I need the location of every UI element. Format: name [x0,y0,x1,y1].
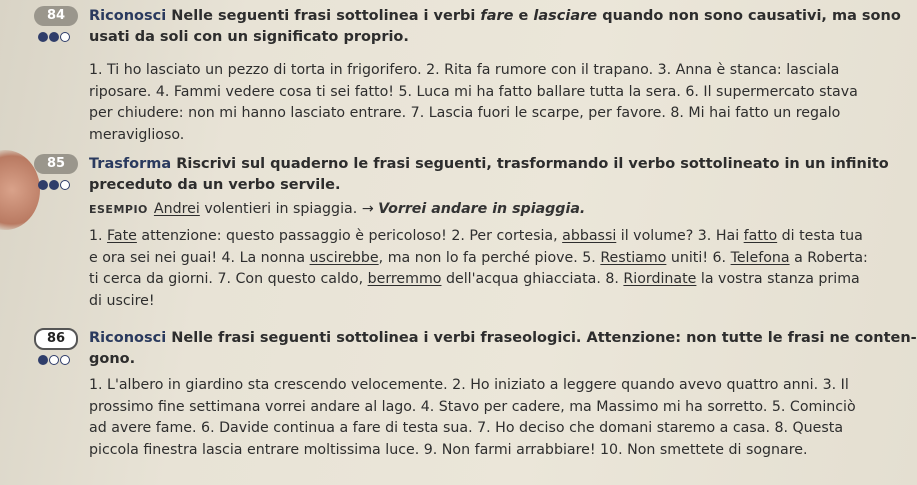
instruction-line [89,328,917,349]
underlined-verb: Riordinate [623,271,697,287]
underlined-verb: fatto [743,228,778,244]
text-segment: di testa tua [777,228,863,244]
instruction-text: e [513,8,534,24]
difficulty-dot-empty-icon [49,355,59,365]
text-line: meraviglioso. [89,126,185,143]
exercise-keyword: Riconosci [89,8,167,24]
difficulty-dot-empty-icon [60,355,70,365]
exercise-instruction [89,328,917,370]
text-segment: uniti! 6. [666,249,731,266]
instruction-text: Nelle frasi seguenti sottolinea i verbi fraseologici. Attenzione: non tutte le frasi ne conten- [166,330,917,346]
difficulty-dots [38,180,88,192]
underlined-verb: Restiamo [600,249,667,266]
exercise-keyword: Riconosci [89,330,167,346]
instruction-text: Nelle seguenti frasi sottolinea i verbi [166,8,481,24]
instruction-text: Riscrivi sul quaderno le frasi seguenti, trasformando il verbo sottolineato in un infinito [171,156,889,172]
example-answer: Vorrei andare in spiaggia. [378,201,586,217]
text-line: ad avere fame. 6. Davide continua a fare di testa sua. 7. Ho deciso che domani staremo a casa. 8. Questa [89,420,844,436]
text-line [89,248,868,270]
example-line [89,199,861,221]
text-segment: la vostra stanza prima [696,271,860,287]
text-line: per chiudere: non mi hanno lasciato entrare. 7. Lascia fuori le scarpe, per favore. 8. Mi hai fatto un regalo [89,105,841,121]
text-segment: e ora sei nei guai! 4. La nonna [89,249,310,266]
text-line: piccola finestra lascia entrare moltissima luce. 9. Non farmi arrabbiare! 10. Non smettete di sognare. [89,441,808,458]
text-line: 1. L'albero in giardino sta crescendo velocemente. 2. Ho iniziato a leggere quando avevo quattro anni. 3. Il [89,377,849,393]
difficulty-dot-filled-icon [38,180,48,190]
difficulty-dot-filled-icon [38,355,48,365]
underlined-verb: Fate [107,228,137,244]
text-line: di uscire! [89,292,155,309]
instruction-line: gono. [89,351,136,367]
difficulty-dots [38,355,88,367]
instruction-line: preceduto da un verbo servile. [89,177,341,193]
instruction-verb: lasciare [533,8,598,24]
difficulty-dot-empty-icon [60,32,70,42]
underlined-verb: berremmo [367,271,442,287]
exercise-number: 86 [34,328,78,350]
text-segment: a Roberta: [789,249,868,266]
difficulty-dot-empty-icon [60,180,70,190]
exercise-instruction [89,6,901,48]
difficulty-dots [38,32,88,44]
difficulty-dot-filled-icon [49,32,59,42]
exercise-number: 85 [34,154,78,174]
text-line: riposare. 4. Fammi vedere cosa ti sei fatto! 5. Luca mi ha fatto ballare tutta la sera. 6. Il supermercato stava [89,83,858,100]
text-line [89,226,861,248]
text-segment: dell'acqua ghiacciata. 8. [441,271,624,287]
text-segment: , ma non lo fa perché piove. 5. [378,249,601,266]
exercise-instruction [89,154,889,196]
instruction-line [89,154,889,175]
text-segment: attenzione: questo passaggio è pericoloso! 2. Per cortesia, [136,228,563,244]
difficulty-dot-filled-icon [49,180,59,190]
instruction-verb: fare [480,8,514,24]
instruction-line: usati da soli con un significato proprio. [89,29,409,45]
underlined-verb: abbassi [562,228,617,244]
text-segment: il volume? 3. Hai [616,228,744,244]
text-line: prossimo fine settimana vorrei andare al lago. 4. Stavo per cadere, ma Massimo mi ha sorretto. 5. Cominciò [89,398,856,415]
exercise-number: 84 [34,6,78,26]
text-line: 1. Ti ho lasciato un pezzo di torta in frigorifero. 2. Rita fa rumore con il trapano. 3. Anna è stanca: lasciala [89,62,840,78]
instruction-text: quando non sono causativi, ma sono [597,8,901,24]
text-segment: ti cerca da giorni. 7. Con questo caldo, [89,271,368,287]
example-label: ESEMPIO [89,203,148,216]
text-segment: 1. [89,228,108,244]
underlined-verb: uscirebbe [309,249,379,266]
example-row [89,199,861,221]
text-line [89,269,861,291]
exercise-text [89,375,861,461]
instruction-line [89,6,901,27]
exercise-keyword: Trasforma [89,156,172,172]
example-text: volentieri in spiaggia. → [199,201,379,217]
underlined-verb: Telefona [730,249,790,266]
difficulty-dot-filled-icon [38,32,48,42]
exercise-text [89,226,868,312]
exercise-text [89,60,861,146]
underlined-verb: Andrei [153,201,200,217]
